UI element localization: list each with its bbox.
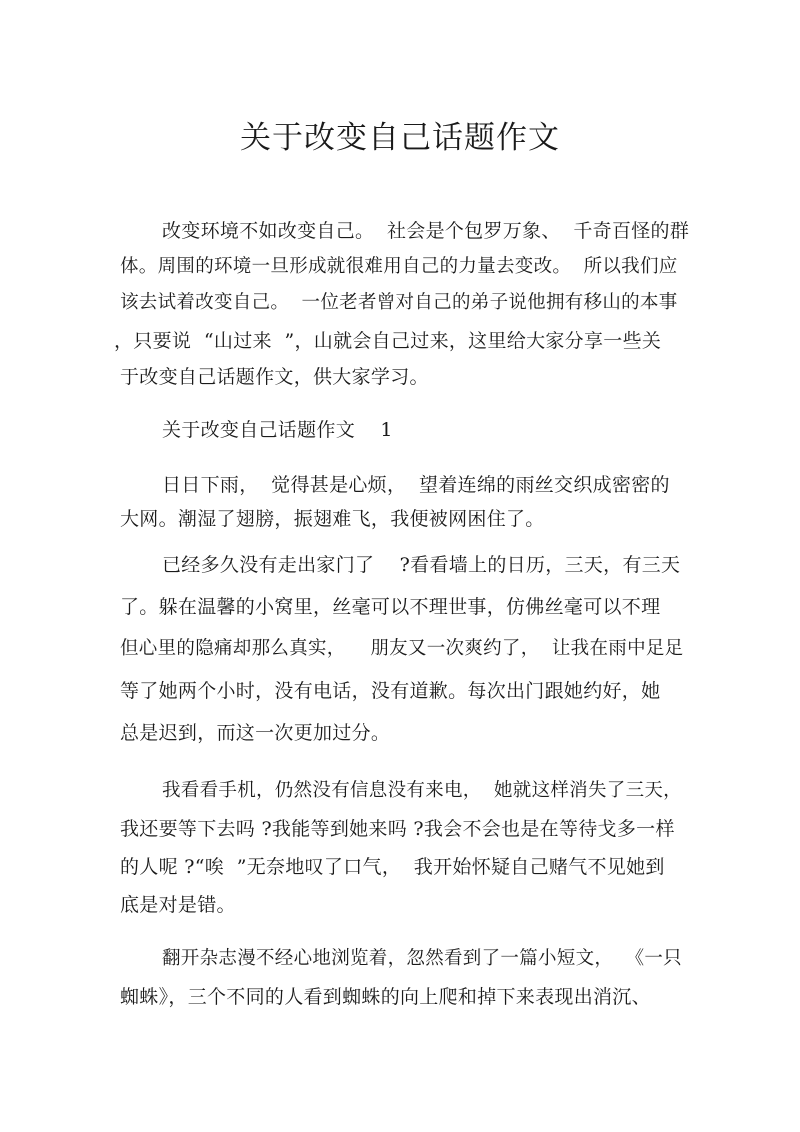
paragraph-line: 了。躲在温馨的小窝里，丝毫可以不理世事，仿佛丝毫可以不理 (120, 596, 661, 618)
paragraph-line: 总是迟到，而这一次更加过分。 (120, 722, 391, 744)
paragraph-line: 但心里的隐痛却那么真实， 朋友又一次爽约了， 让我在雨中足足 (120, 638, 684, 659)
paragraph-line: 翻开杂志漫不经心地浏览着，忽然看到了一篇小短文， 《一只 (162, 948, 682, 969)
paragraph-intro-line: ，只要说 “山过来 ”，山就会自己过来，这里给大家分享一些关 (114, 330, 662, 352)
paragraph-line: 底是对是错。 (120, 894, 236, 916)
paragraph-intro-line: 于改变自己话题作文，供大家学习。 (120, 366, 429, 388)
paragraph-line: 日日下雨， 觉得甚是心烦， 望着连绵的雨丝交织成密密的 (162, 474, 670, 496)
paragraph-line: 我还要等下去吗 ?我能等到她来吗 ?我会不会也是在等待戈多一样 (120, 818, 675, 840)
section-heading: 关于改变自己话题作文 1 (162, 419, 393, 441)
paragraph-line: 我看看手机，仍然没有信息没有来电， 她就这样消失了三天， (162, 780, 682, 801)
paragraph-line: 等了她两个小时，没有电话，没有道歉。每次出门跟她约好，她 (120, 680, 661, 702)
paragraph-line: 大网。潮湿了翅膀，振翅难飞，我便被网困住了。 (120, 508, 545, 530)
page-title: 关于改变自己话题作文 (240, 120, 560, 156)
paragraph-line: 已经多久没有走出家门了 ?看看墙上的日历，三天，有三天 (162, 554, 681, 576)
paragraph-line: 的人呢 ?“唉 ”无奈地叹了口气， 我开始怀疑自己赌气不见她到 (120, 856, 665, 878)
paragraph-intro-line: 改变环境不如改变自己。 社会是个包罗万象、 千奇百怪的群 (162, 220, 690, 242)
paragraph-intro-line: 体。周围的环境一旦形成就很难用自己的力量去变改。 所以我们应 (120, 256, 678, 277)
paragraph-line: 蜘蛛》，三个不同的人看到蜘蛛的向上爬和掉下来表现出消沉、 (120, 986, 651, 1008)
paragraph-intro-line: 该去试着改变自己。 一位老者曾对自己的弟子说他拥有移山的本事 (120, 292, 678, 313)
